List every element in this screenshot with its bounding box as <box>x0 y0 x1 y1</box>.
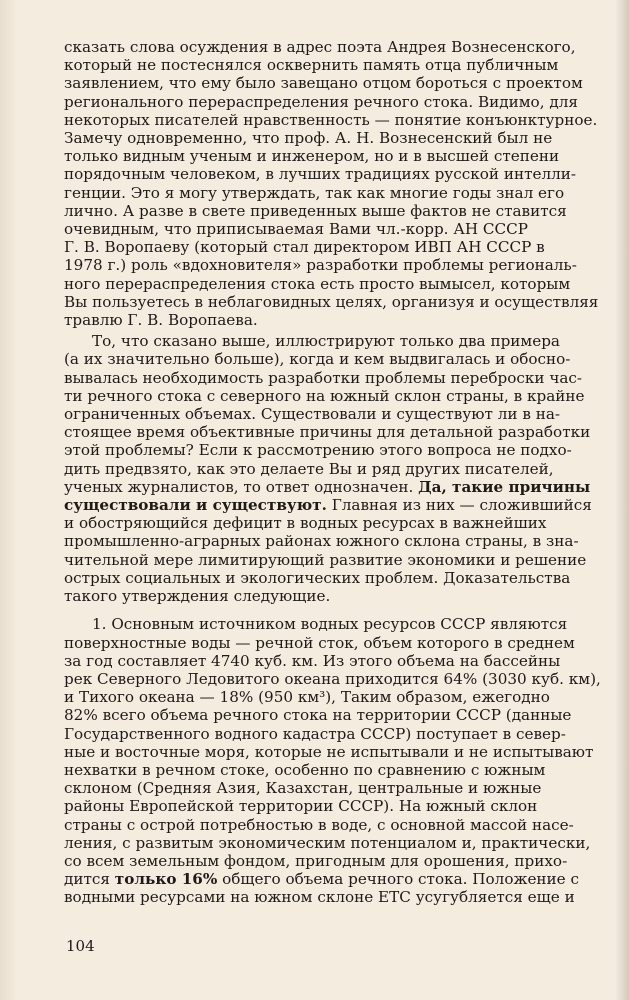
text-line: нехватки в речном стоке, особенно по сравнению с южным <box>64 760 546 779</box>
text-line: и обостряющийся дефицит в водных ресурсах в важнейших <box>64 514 547 533</box>
text-line: только видным ученым и инженером, но и в высшей степени <box>64 147 560 166</box>
text-segment: Главная из них — сложившийся <box>326 496 592 515</box>
bold-phrase: существовали и существуют. <box>64 496 327 515</box>
text-line: такого утверждения следующие. <box>64 587 331 606</box>
text-line: промышленно-аграрных районах южного склона страны, в зна- <box>64 532 579 551</box>
text-line: Вы пользуетесь в неблаговидных целях, организуя и осуществляя <box>64 292 599 311</box>
text-line: острых социальных и экологических проблем. Доказательства <box>64 568 571 587</box>
text-line: склоном (Средняя Азия, Казахстан, центральные и южные <box>64 779 542 798</box>
text-line: районы Европейской территории СССР). На южный склон <box>64 797 538 816</box>
text-segment: дится <box>64 870 110 889</box>
text-line: ти речного стока с северного на южный склон страны, в крайне <box>64 386 585 405</box>
text-line: и Тихого океана — 18% (950 км³), Таким образом, ежегодно <box>64 688 550 707</box>
text-segment: общего объема речного стока. Положение с <box>217 870 580 889</box>
text-line: генции. Это я могу утверждать, так как многие годы знал его <box>64 183 565 202</box>
text-line: Государственного водного кадастра СССР) поступает в север- <box>64 724 566 743</box>
text-line: водными ресурсами на южном склоне ЕТС усугубляется еще и <box>64 888 575 907</box>
page-number: 104 <box>66 937 95 955</box>
text-line: порядочным человеком, в лучших традициях русской интелли- <box>64 165 577 184</box>
text-line: лично. А разве в свете приведенных выше фактов не ставится <box>64 201 567 220</box>
text-line: 1978 г.) роль «вдохновителя» разработки проблемы региональ- <box>64 256 577 275</box>
text-line: за год составляет 4740 куб. км. Из этого объема на бассейны <box>64 651 561 670</box>
text-line: вывалась необходимость разработки проблемы переброски час- <box>64 368 583 387</box>
bold-phrase: Да, такие причины <box>418 477 591 496</box>
text-line: травлю Г. В. Воропаева. <box>64 311 258 330</box>
text-line: стоящее время объективные причины для детальной разработки <box>64 423 591 442</box>
text-line: ного перераспределения стока есть просто вымысел, которым <box>64 274 571 293</box>
text-line: этой проблемы? Если к рассмотрению этого вопроса не подхо- <box>64 441 572 460</box>
text-line: ления, с развитым экономическим потенциалом и, практически, <box>64 833 591 852</box>
text-line <box>64 478 616 496</box>
text-line: ограниченных объемах. Существовали и существуют ли в на- <box>64 405 561 424</box>
text-line: регионального перераспределения речного стока. Видимо, для <box>64 92 578 111</box>
text-line: поверхностные воды — речной сток, объем которого в среднем <box>64 633 575 652</box>
text-line: То, что сказано выше, иллюстрируют только два примера <box>92 332 560 351</box>
text-line: чительной мере лимитирующий развитие экономики и решение <box>64 550 587 569</box>
text-line: сказать слова осуждения в адрес поэта Андрея Вознесенского, <box>64 38 576 56</box>
text-line: со всем земельным фондом, пригодным для орошения, прихо- <box>64 851 568 870</box>
text-line: Замечу одновременно, что проф. А. Н. Вознесенский был не <box>64 129 553 148</box>
text-line: (а их значительно больше), когда и кем выдвигалась и обосно- <box>64 350 571 369</box>
text-line: страны с острой потребностью в воде, с основной массой насе- <box>64 815 574 834</box>
text-line: ные и восточные моря, которые не испытывали и не испытывают <box>64 742 594 761</box>
text-line: дить предвзято, как это делаете Вы и ряд других писателей, <box>64 459 554 478</box>
text-line: Г. В. Воропаеву (который стал директором ИВП АН СССР в <box>64 238 545 257</box>
text-line: очевидным, что приписываемая Вами чл.-корр. АН СССР <box>64 220 528 239</box>
text-line: рек Северного Ледовитого океана приходится 64% (3030 куб. км), <box>64 669 601 688</box>
text-line: 82% всего объема речного стока на территории СССР (данные <box>64 706 572 725</box>
body-text <box>64 38 616 907</box>
text-line: 1. Основным источником водных ресурсов СССР являются <box>92 615 568 634</box>
paragraph-2 <box>64 332 616 605</box>
text-line: заявлением, что ему было завещано отцом бороться с проектом <box>64 74 583 93</box>
paragraph-1 <box>64 38 616 329</box>
text-line <box>64 496 616 514</box>
text-line: который не постеснялся осквернить память отца публичным <box>64 56 559 75</box>
paragraph-3 <box>64 615 616 906</box>
text-line <box>64 870 616 888</box>
text-segment: ученых журналистов, то ответ однозначен. <box>64 477 414 496</box>
text-line: некоторых писателей нравственность — понятие конъюнктурное. <box>64 110 598 129</box>
bold-phrase: только 16% <box>114 870 218 889</box>
